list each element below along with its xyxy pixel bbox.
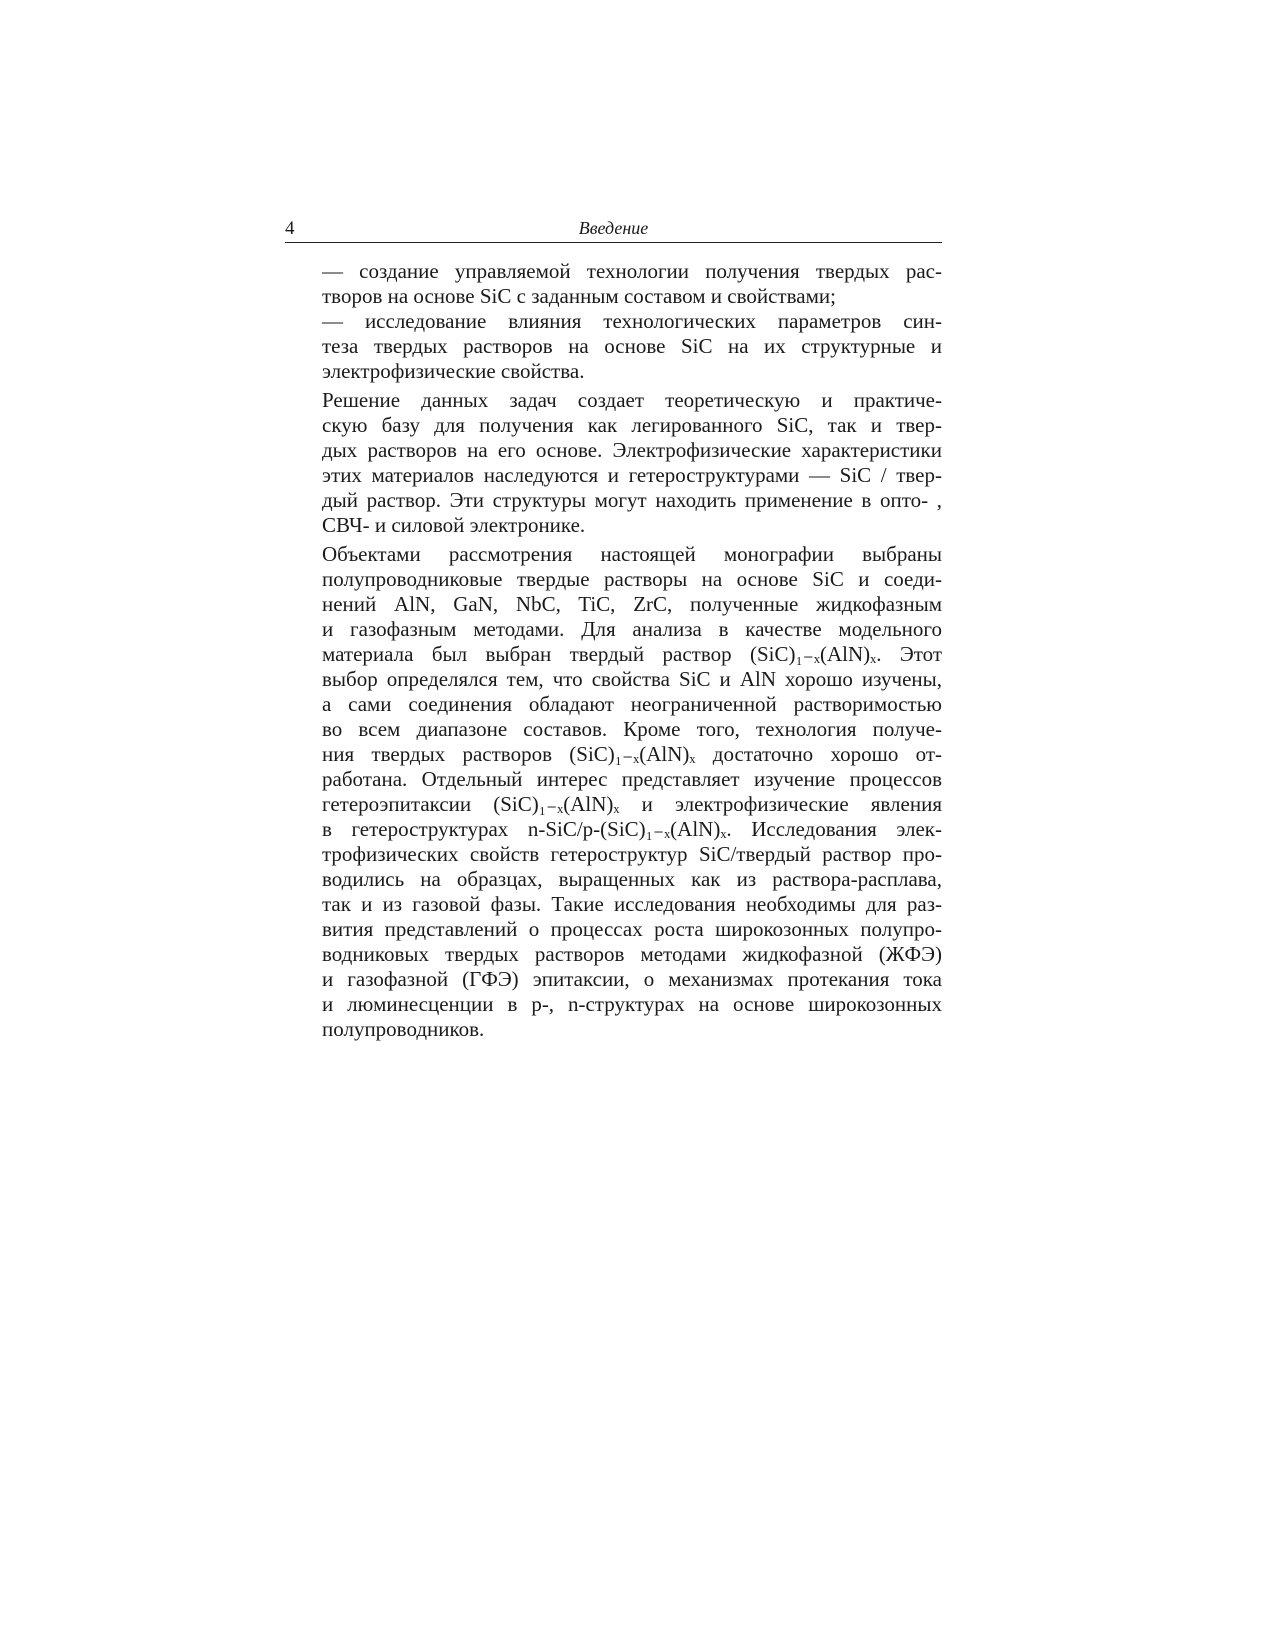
text-line: творов на основе SiC с заданным составом и свойствами;: [322, 284, 836, 308]
text-line: так и из газовой фазы. Такие исследования необходимы для раз-: [322, 892, 942, 916]
text-line: трофизических свойств гетероструктур SiC/твердый раствор про-: [322, 842, 942, 866]
text-line: нений AlN, GaN, NbC, TiC, ZrC, полученные жидкофазным: [322, 592, 942, 616]
text-line: дый раствор. Эти структуры могут находить применение в опто- ,: [322, 488, 942, 512]
text-line: водились на образцах, выращенных как из раствора-расплава,: [322, 867, 942, 891]
text-line: работана. Отдельный интерес представляет изучение процессов: [322, 767, 942, 791]
text-line: гетероэпитаксии (SiC)₁₋ₓ(AlN)ₓ и электрофизические явления: [322, 792, 942, 816]
text-line: этих материалов наследуются и гетероструктурами — SiC / твер-: [322, 463, 942, 487]
text-line: водниковых твердых растворов методами жидкофазной (ЖФЭ): [322, 942, 942, 966]
text-line: полупроводниковые твердые растворы на основе SiC и соеди-: [322, 567, 942, 591]
text-line: выбор определялся тем, что свойства SiC и AlN хорошо изучены,: [322, 667, 942, 691]
text-line: — исследование влияния технологических параметров син-: [322, 309, 942, 333]
body-text: [285, 259, 942, 1042]
paragraph: [285, 542, 942, 1042]
list-item: [285, 309, 942, 384]
text-line: полупроводников.: [322, 1017, 485, 1041]
text-line: теза твердых растворов на основе SiC на их структурные и: [322, 334, 942, 358]
running-head-title: Введение: [578, 218, 649, 238]
text-line: Объектами рассмотрения настоящей монографии выбраны: [322, 542, 942, 566]
text-line: в гетероструктурах n-SiC/p-(SiC)₁₋ₓ(AlN)ₓ. Исследования элек-: [322, 817, 942, 841]
list-item: [285, 259, 942, 309]
text-line: вития представлений о процессах роста широкозонных полупро-: [322, 917, 942, 941]
text-line: — создание управляемой технологии получения твердых рас-: [322, 259, 942, 283]
text-line: и газофазным методами. Для анализа в качестве модельного: [322, 617, 942, 641]
text-line: во всем диапазоне составов. Кроме того, технология получе-: [322, 717, 942, 741]
text-line: Решение данных задач создает теоретическую и практиче-: [322, 388, 942, 412]
text-line: дых растворов на его основе. Электрофизические характеристики: [322, 438, 942, 462]
text-line: и газофазной (ГФЭ) эпитаксии, о механизмах протекания тока: [322, 967, 942, 991]
text-line: СВЧ- и силовой электронике.: [322, 513, 586, 537]
text-line: ния твердых растворов (SiC)₁₋ₓ(AlN)ₓ достаточно хорошо от-: [322, 742, 942, 766]
text-line: скую базу для получения как легированного SiC, так и твер-: [322, 413, 942, 437]
running-head: [285, 216, 942, 243]
text-line: и люминесценции в p-, n-структурах на основе широкозонных: [322, 992, 942, 1016]
book-page: [285, 216, 942, 1042]
paragraph: [285, 388, 942, 538]
page-number: 4: [285, 218, 295, 239]
text-line: а сами соединения обладают неограниченной растворимостью: [322, 692, 942, 716]
text-line: материала был выбран твердый раствор (SiC)₁₋ₓ(AlN)ₓ. Этот: [322, 642, 942, 666]
text-line: электрофизические свойства.: [322, 359, 585, 383]
